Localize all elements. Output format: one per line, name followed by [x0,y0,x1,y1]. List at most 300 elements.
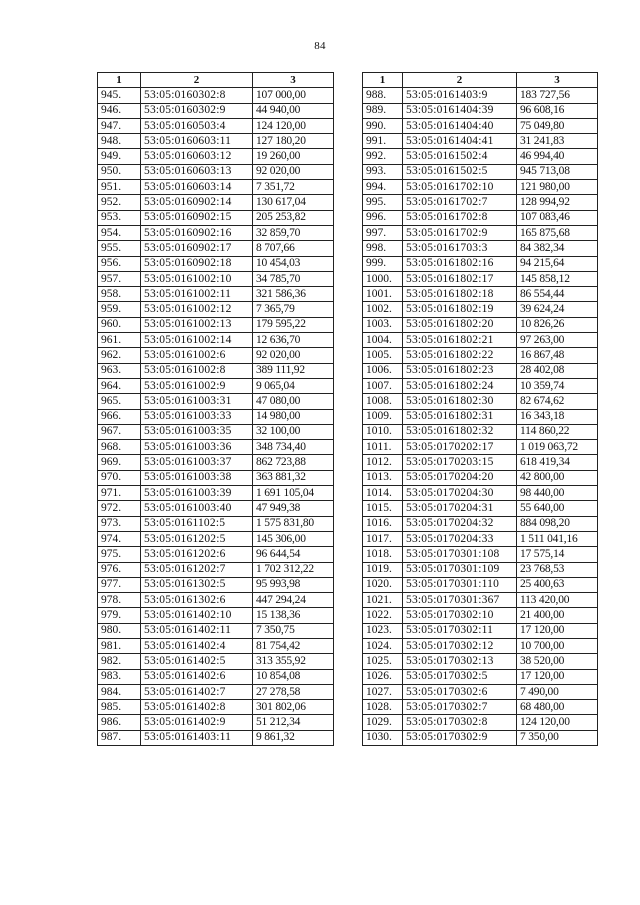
cadastral-number: 53:05:0170204:20 [403,470,517,485]
table-row [363,547,598,562]
cadastral-number: 53:05:0161702:7 [403,195,517,210]
cadastral-value: 10 854,08 [253,669,334,684]
cadastral-number: 53:05:0161502:5 [403,164,517,179]
cadastral-number: 53:05:0161003:37 [141,455,253,470]
table-row [98,118,334,133]
row-number: 1025. [363,654,403,669]
row-number: 958. [98,287,141,302]
row-number: 976. [98,562,141,577]
row-number: 1028. [363,700,403,715]
row-number: 951. [98,180,141,195]
table-row [363,103,598,118]
cadastral-number: 53:05:0161402:11 [141,623,253,638]
cadastral-value: 8 707,66 [253,241,334,256]
cadastral-value: 42 800,00 [517,470,598,485]
cadastral-number: 53:05:0161802:18 [403,287,517,302]
row-number: 993. [363,164,403,179]
cadastral-value: 47 080,00 [253,394,334,409]
row-number: 1011. [363,440,403,455]
row-number: 970. [98,470,141,485]
cadastral-value: 7 351,72 [253,180,334,195]
cadastral-number: 53:05:0161003:35 [141,424,253,439]
cadastral-value: 10 700,00 [517,638,598,653]
table-row [98,103,334,118]
table-row [363,700,598,715]
cadastral-number: 53:05:0161402:10 [141,608,253,623]
row-number: 998. [363,241,403,256]
table-row [98,440,334,455]
cadastral-number: 53:05:0170204:31 [403,501,517,516]
cadastral-value: 25 400,63 [517,577,598,592]
cadastral-number: 53:05:0161802:30 [403,394,517,409]
cadastral-value: 38 520,00 [517,654,598,669]
cadastral-number: 53:05:0161802:19 [403,302,517,317]
row-number: 965. [98,394,141,409]
row-number: 1007. [363,378,403,393]
table-row [363,440,598,455]
row-number: 999. [363,256,403,271]
cadastral-value: 114 860,22 [517,424,598,439]
table-row [363,623,598,638]
row-number: 994. [363,180,403,195]
cadastral-value: 32 100,00 [253,424,334,439]
cadastral-value: 124 120,00 [253,118,334,133]
table-row [363,486,598,501]
cadastral-value: 121 980,00 [517,180,598,195]
table-row [363,348,598,363]
table-row [363,455,598,470]
cadastral-value: 15 138,36 [253,608,334,623]
row-number: 948. [98,134,141,149]
cadastral-value: 19 260,00 [253,149,334,164]
row-number: 977. [98,577,141,592]
cadastral-value: 9 065,04 [253,378,334,393]
cadastral-number: 53:05:0170302:8 [403,715,517,730]
row-number: 984. [98,684,141,699]
cadastral-number: 53:05:0161802:23 [403,363,517,378]
cadastral-value: 86 554,44 [517,287,598,302]
row-number: 1026. [363,669,403,684]
cadastral-value: 107 083,46 [517,210,598,225]
cadastral-number: 53:05:0170302:13 [403,654,517,669]
column-header: 2 [141,73,253,88]
row-number: 997. [363,225,403,240]
cadastral-number: 53:05:0161402:7 [141,684,253,699]
row-number: 959. [98,302,141,317]
cadastral-number: 53:05:0161404:40 [403,118,517,133]
row-number: 1018. [363,547,403,562]
table-row [363,333,598,348]
cadastral-number: 53:05:0161702:10 [403,180,517,195]
table-row [363,378,598,393]
row-number: 971. [98,486,141,501]
cadastral-number: 53:05:0161802:31 [403,409,517,424]
page-number: 84 [314,40,326,52]
row-number: 986. [98,715,141,730]
table-row [363,256,598,271]
cadastral-value: 7 350,75 [253,623,334,638]
cadastral-value: 97 263,00 [517,333,598,348]
cadastral-number: 53:05:0161403:11 [141,730,253,745]
row-number: 947. [98,118,141,133]
cadastral-number: 53:05:0161402:5 [141,654,253,669]
cadastral-value: 32 859,70 [253,225,334,240]
row-number: 1014. [363,486,403,501]
row-number: 1006. [363,363,403,378]
row-number: 985. [98,700,141,715]
row-number: 968. [98,440,141,455]
row-number: 1000. [363,271,403,286]
table-row [98,409,334,424]
row-number: 1021. [363,593,403,608]
row-number: 964. [98,378,141,393]
cadastral-value: 27 278,58 [253,684,334,699]
table-row [363,608,598,623]
cadastral-value: 16 343,18 [517,409,598,424]
cadastral-value: 1 575 831,80 [253,516,334,531]
row-number: 978. [98,593,141,608]
table-row [363,210,598,225]
cadastral-number: 53:05:0161302:5 [141,577,253,592]
table-row [98,562,334,577]
table-row [98,577,334,592]
row-number: 981. [98,638,141,653]
cadastral-value: 84 382,34 [517,241,598,256]
cadastral-value: 92 020,00 [253,164,334,179]
table-row [98,608,334,623]
table-row [363,241,598,256]
row-number: 945. [98,88,141,103]
table-row [98,593,334,608]
table-row [98,271,334,286]
row-number: 1027. [363,684,403,699]
cadastral-number: 53:05:0161002:11 [141,287,253,302]
cadastral-number: 53:05:0170302:9 [403,730,517,745]
row-number: 1019. [363,562,403,577]
row-number: 1029. [363,715,403,730]
row-number: 969. [98,455,141,470]
row-number: 963. [98,363,141,378]
cadastral-value: 31 241,83 [517,134,598,149]
table-row [98,669,334,684]
table-row [98,180,334,195]
column-header: 1 [363,73,403,88]
cadastral-number: 53:05:0170301:108 [403,547,517,562]
cadastral-value: 17 120,00 [517,623,598,638]
table-row [363,684,598,699]
cadastral-number: 53:05:0170202:17 [403,440,517,455]
cadastral-number: 53:05:0161802:17 [403,271,517,286]
row-number: 967. [98,424,141,439]
cadastral-number: 53:05:0161402:6 [141,669,253,684]
cadastral-value: 618 419,34 [517,455,598,470]
row-number: 966. [98,409,141,424]
cadastral-value: 447 294,24 [253,593,334,608]
cadastral-number: 53:05:0160902:16 [141,225,253,240]
table-row [98,700,334,715]
cadastral-number: 53:05:0170204:33 [403,531,517,546]
cadastral-value: 23 768,53 [517,562,598,577]
cadastral-number: 53:05:0161403:9 [403,88,517,103]
cadastral-number: 53:05:0170302:5 [403,669,517,684]
cadastral-value: 128 994,92 [517,195,598,210]
cadastral-number: 53:05:0160902:15 [141,210,253,225]
cadastral-number: 53:05:0160603:13 [141,164,253,179]
cadastral-value: 17 575,14 [517,547,598,562]
row-number: 1020. [363,577,403,592]
cadastral-value: 14 980,00 [253,409,334,424]
row-number: 975. [98,547,141,562]
cadastral-number: 53:05:0161002:13 [141,317,253,332]
cadastral-value: 321 586,36 [253,287,334,302]
cadastral-value: 183 727,56 [517,88,598,103]
cadastral-value: 124 120,00 [517,715,598,730]
cadastral-value: 10 359,74 [517,378,598,393]
cadastral-number: 53:05:0161402:4 [141,638,253,653]
table-row [363,424,598,439]
cadastral-number: 53:05:0170204:30 [403,486,517,501]
column-header: 3 [517,73,598,88]
cadastral-number: 53:05:0161703:3 [403,241,517,256]
table-row [98,516,334,531]
cadastral-value: 82 674,62 [517,394,598,409]
row-number: 1009. [363,409,403,424]
cadastral-number: 53:05:0161802:32 [403,424,517,439]
table-row [98,88,334,103]
cadastral-value: 363 881,32 [253,470,334,485]
cadastral-number: 53:05:0161002:14 [141,333,253,348]
cadastral-number: 53:05:0161202:5 [141,531,253,546]
table-row [98,378,334,393]
cadastral-value: 68 480,00 [517,700,598,715]
row-number: 1001. [363,287,403,302]
row-number: 961. [98,333,141,348]
table-row [98,638,334,653]
cadastral-value: 127 180,20 [253,134,334,149]
cadastral-value: 7 490,00 [517,684,598,699]
row-number: 1004. [363,333,403,348]
cadastral-number: 53:05:0161302:6 [141,593,253,608]
table-row [363,593,598,608]
row-number: 979. [98,608,141,623]
row-number: 980. [98,623,141,638]
row-number: 954. [98,225,141,240]
cadastral-number: 53:05:0170203:15 [403,455,517,470]
cadastral-value: 10 826,26 [517,317,598,332]
cadastral-value: 205 253,82 [253,210,334,225]
row-number: 974. [98,531,141,546]
row-number: 1024. [363,638,403,653]
cadastral-value: 113 420,00 [517,593,598,608]
cadastral-number: 53:05:0161202:7 [141,562,253,577]
table-row [363,562,598,577]
cadastral-number: 53:05:0161202:6 [141,547,253,562]
cadastral-number: 53:05:0160603:11 [141,134,253,149]
cadastral-number: 53:05:0161003:33 [141,409,253,424]
table-row [363,654,598,669]
cadastral-number: 53:05:0160302:8 [141,88,253,103]
cadastral-value: 95 993,98 [253,577,334,592]
table-row [363,195,598,210]
table-row [363,638,598,653]
table-row [363,118,598,133]
row-number: 953. [98,210,141,225]
row-number: 1017. [363,531,403,546]
cadastral-number: 53:05:0161002:8 [141,363,253,378]
table-row [363,409,598,424]
table-row [98,501,334,516]
table-row [98,547,334,562]
table-row [98,623,334,638]
table-row [363,715,598,730]
cadastral-number: 53:05:0160902:18 [141,256,253,271]
cadastral-value: 34 785,70 [253,271,334,286]
table-row [98,164,334,179]
table-row [98,195,334,210]
cadastral-value: 1 511 041,16 [517,531,598,546]
row-number: 991. [363,134,403,149]
table-row [363,363,598,378]
row-number: 1022. [363,608,403,623]
cadastral-value: 165 875,68 [517,225,598,240]
table-row [98,134,334,149]
header-row [98,73,334,88]
cadastral-value: 313 355,92 [253,654,334,669]
cadastral-value: 862 723,88 [253,455,334,470]
table-row [98,317,334,332]
cadastral-number: 53:05:0161003:40 [141,501,253,516]
cadastral-number: 53:05:0161404:41 [403,134,517,149]
cadastral-value: 51 212,34 [253,715,334,730]
cadastral-value: 1 702 312,22 [253,562,334,577]
table-row [363,394,598,409]
table-row [363,302,598,317]
cadastral-value: 7 365,79 [253,302,334,317]
table-row [363,88,598,103]
cadastral-number: 53:05:0170204:32 [403,516,517,531]
cadastral-value: 145 858,12 [517,271,598,286]
table-row [98,225,334,240]
row-number: 946. [98,103,141,118]
cadastral-number: 53:05:0161002:6 [141,348,253,363]
row-number: 1013. [363,470,403,485]
table-row [363,669,598,684]
row-number: 1010. [363,424,403,439]
row-number: 983. [98,669,141,684]
row-number: 1016. [363,516,403,531]
cadastral-value: 107 000,00 [253,88,334,103]
cadastral-number: 53:05:0160902:17 [141,241,253,256]
row-number: 972. [98,501,141,516]
cadastral-value: 1 691 105,04 [253,486,334,501]
row-number: 949. [98,149,141,164]
cadastral-number: 53:05:0161002:10 [141,271,253,286]
table-row [98,424,334,439]
row-number: 973. [98,516,141,531]
cadastral-number: 53:05:0160302:9 [141,103,253,118]
right-table [362,72,598,746]
cadastral-number: 53:05:0160902:14 [141,195,253,210]
row-number: 995. [363,195,403,210]
row-number: 987. [98,730,141,745]
left-table [97,72,334,746]
cadastral-value: 47 949,38 [253,501,334,516]
row-number: 960. [98,317,141,332]
cadastral-value: 81 754,42 [253,638,334,653]
row-number: 955. [98,241,141,256]
cadastral-value: 96 644,54 [253,547,334,562]
cadastral-number: 53:05:0161402:8 [141,700,253,715]
table-row [98,486,334,501]
table-row [363,730,598,745]
table-row [98,394,334,409]
table-row [98,730,334,745]
cadastral-value: 348 734,40 [253,440,334,455]
cadastral-number: 53:05:0161702:8 [403,210,517,225]
table-row [98,348,334,363]
cadastral-value: 10 454,03 [253,256,334,271]
table-row [98,654,334,669]
cadastral-value: 98 440,00 [517,486,598,501]
row-number: 1003. [363,317,403,332]
table-row [363,164,598,179]
cadastral-value: 75 049,80 [517,118,598,133]
row-number: 957. [98,271,141,286]
row-number: 1002. [363,302,403,317]
cadastral-number: 53:05:0160603:12 [141,149,253,164]
table-row [98,333,334,348]
cadastral-number: 53:05:0161003:31 [141,394,253,409]
table-row [363,531,598,546]
cadastral-number: 53:05:0161002:9 [141,378,253,393]
cadastral-number: 53:05:0161802:22 [403,348,517,363]
cadastral-value: 17 120,00 [517,669,598,684]
table-row [98,149,334,164]
table-row [98,241,334,256]
column-header: 2 [403,73,517,88]
cadastral-number: 53:05:0161102:5 [141,516,253,531]
table-row [363,470,598,485]
column-header: 3 [253,73,334,88]
cadastral-number: 53:05:0170301:367 [403,593,517,608]
table-row [363,180,598,195]
table-row [98,715,334,730]
cadastral-number: 53:05:0161003:39 [141,486,253,501]
table-row [363,501,598,516]
table-row [98,470,334,485]
table-row [363,317,598,332]
cadastral-number: 53:05:0161402:9 [141,715,253,730]
table-row [363,225,598,240]
row-number: 1005. [363,348,403,363]
cadastral-value: 28 402,08 [517,363,598,378]
row-number: 989. [363,103,403,118]
cadastral-value: 12 636,70 [253,333,334,348]
row-number: 982. [98,654,141,669]
cadastral-number: 53:05:0170301:109 [403,562,517,577]
table-row [98,256,334,271]
table-row [98,363,334,378]
cadastral-value: 884 098,20 [517,516,598,531]
table-row [98,455,334,470]
cadastral-value: 96 608,16 [517,103,598,118]
cadastral-value: 92 020,00 [253,348,334,363]
row-number: 952. [98,195,141,210]
table-row [98,302,334,317]
table-row [98,531,334,546]
cadastral-number: 53:05:0161802:24 [403,378,517,393]
row-number: 956. [98,256,141,271]
